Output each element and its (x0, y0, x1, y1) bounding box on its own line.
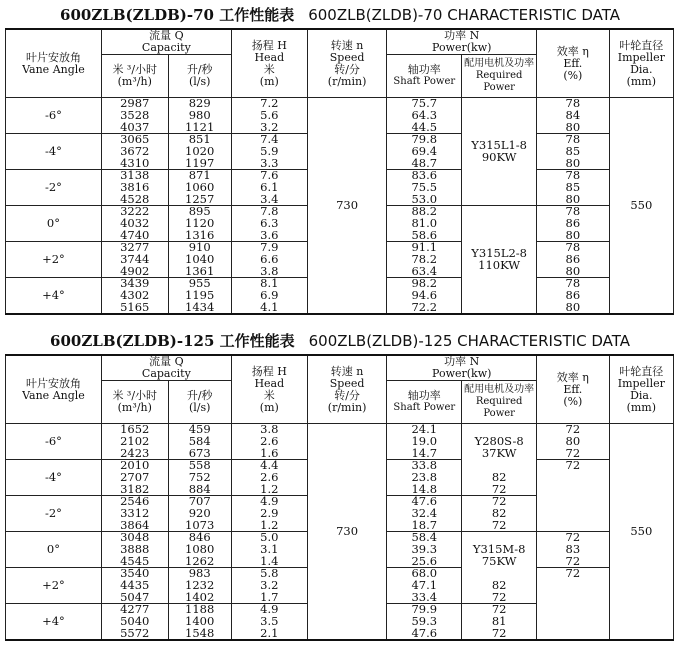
head-cell: 6.1 (231, 182, 307, 194)
ls-cell: 1361 (168, 266, 231, 278)
head-head_cn2: 米 (263, 62, 275, 76)
imp-imp_cn: 叶轮直径 (619, 364, 664, 378)
efficiency-cell: 86 (537, 218, 610, 230)
head-cell: 3.1 (231, 544, 307, 556)
ls-cell: 584 (168, 436, 231, 448)
shaft-power-cell: 79.9 (387, 604, 462, 616)
shaft-power-cell: 91.1 (387, 242, 462, 254)
efficiency-cell: 80 (537, 158, 610, 170)
head-cell: 8.1 (231, 278, 307, 290)
table1 (5, 28, 674, 315)
m3h-cell: 4528 (101, 194, 168, 206)
shaft-power-cell: 58.4 (387, 532, 462, 544)
efficiency-cell: 72 (537, 448, 610, 460)
motor-power: 37KW (481, 445, 517, 460)
shaft-power-cell: 33.4 (387, 592, 462, 604)
capacity-header (101, 355, 231, 381)
ls-cell: 910 (168, 242, 231, 254)
imp-imp_cn: 叶轮直径 (619, 38, 664, 52)
ls-cell: 884 (168, 484, 231, 496)
shaft-power-header (387, 55, 462, 98)
shaft-power-cell: 88.2 (387, 206, 462, 218)
shaft-power-cell: 78.2 (387, 254, 462, 266)
m3h-cell: 2987 (101, 98, 168, 110)
m3h-cell: 3864 (101, 520, 168, 532)
motor-cell (462, 424, 537, 472)
efficiency-cell: 86 (537, 254, 610, 266)
ls-cell: 955 (168, 278, 231, 290)
shaft-en: Shaft Power (393, 76, 456, 87)
efficiency-cell: 82 (462, 508, 537, 520)
head-head_en: Head (254, 50, 285, 64)
ls-cell: 983 (168, 568, 231, 580)
m3h-unit: (m³/h) (117, 401, 152, 414)
vane-angle-cell: +4° (6, 604, 102, 641)
head-cell: 5.8 (231, 568, 307, 580)
ls-cell: 1257 (168, 194, 231, 206)
shaft-power-cell: 63.4 (387, 266, 462, 278)
m3h-cell: 3048 (101, 532, 168, 544)
impeller-cell: 550 (609, 98, 673, 315)
imp-imp_unit: (mm) (626, 74, 657, 88)
m3h-cell: 3528 (101, 110, 168, 122)
req-en: Required Power (475, 70, 523, 93)
efficiency-cell: 72 (462, 628, 537, 641)
head-cell: 4.9 (231, 496, 307, 508)
ls-cell: 1080 (168, 544, 231, 556)
efficiency-cell: 80 (537, 194, 610, 206)
shaft-power-cell: 58.6 (387, 230, 462, 242)
ls-cell: 558 (168, 460, 231, 472)
motor-power: 110KW (478, 257, 521, 272)
vane-angle-cell: +4° (6, 278, 102, 315)
m3h-cell: 5165 (101, 302, 168, 315)
shaft-power-cell: 53.0 (387, 194, 462, 206)
speed-cell: 730 (307, 98, 387, 315)
table2-title (0, 330, 680, 351)
m3h-cell: 4310 (101, 158, 168, 170)
speed-speed_en: Speed (329, 50, 365, 64)
m3h-cell: 5040 (101, 616, 168, 628)
eff-eff_en: Eff. (563, 56, 583, 70)
efficiency-header (537, 29, 610, 98)
ls-cell: 1548 (168, 628, 231, 641)
m3h-cell: 1652 (101, 424, 168, 436)
m3h-cell: 4545 (101, 556, 168, 568)
head-cell: 3.6 (231, 230, 307, 242)
speed-speed_unit: (r/min) (327, 400, 367, 414)
speed-speed_cn2: 转/分 (334, 388, 360, 402)
efficiency-cell: 80 (537, 436, 610, 448)
m3h-cell: 3888 (101, 544, 168, 556)
imp-imp_en2: Dia. (630, 388, 653, 402)
head-cell: 5.6 (231, 110, 307, 122)
power-en: Power(kw) (432, 367, 492, 380)
shaft-power-cell: 81.0 (387, 218, 462, 230)
motor-power: 90KW (481, 149, 517, 164)
m3h-cell: 2707 (101, 472, 168, 484)
vane-angle-cell: 0° (6, 532, 102, 568)
m3h-cell: 3540 (101, 568, 168, 580)
m3h-cell: 5572 (101, 628, 168, 641)
vane-angle-cell: -4° (6, 134, 102, 170)
capacity-en: Capacity (141, 41, 191, 54)
efficiency-cell: 72 (537, 568, 610, 580)
head-cell: 7.8 (231, 206, 307, 218)
m3h-cell: 3672 (101, 146, 168, 158)
head-cell: 3.2 (231, 580, 307, 592)
m3h-cn: 米 ³/小时 (112, 63, 158, 76)
req-cn: 配用电机及功率 (464, 58, 535, 69)
speed-header (307, 29, 387, 98)
efficiency-cell: 82 (462, 472, 537, 484)
shaft-power-cell: 47.1 (387, 580, 462, 592)
efficiency-cell: 72 (537, 532, 610, 544)
motor-model: Y280S-8 (474, 434, 524, 449)
m3h-cell: 2010 (101, 460, 168, 472)
head-cell: 3.8 (231, 424, 307, 436)
head-cell: 7.4 (231, 134, 307, 146)
head-cell: 4.1 (231, 302, 307, 315)
ls-cell: 1120 (168, 218, 231, 230)
vane-angle-cell: -6° (6, 98, 102, 134)
vane-angle-cell: +2° (6, 568, 102, 604)
table2 (5, 354, 674, 641)
shaft-power-cell: 94.6 (387, 290, 462, 302)
shaft-power-cell: 14.8 (387, 484, 462, 496)
efficiency-cell: 72 (537, 556, 610, 568)
head-head_unit: (m) (259, 74, 279, 88)
eff-eff_cn: 效率 η (556, 370, 589, 384)
capacity-cn: 流量 Q (149, 29, 184, 42)
head-head_unit: (m) (259, 400, 279, 414)
ls-cell: 1400 (168, 616, 231, 628)
ls-cell: 1402 (168, 592, 231, 604)
head-header (231, 29, 307, 98)
shaft-power-cell: 59.3 (387, 616, 462, 628)
head-cell: 1.6 (231, 448, 307, 460)
efficiency-cell: 72 (537, 460, 610, 472)
imp-imp_en2: Dia. (630, 62, 653, 76)
table1-title (0, 4, 680, 25)
vane-angle-header (6, 355, 102, 424)
efficiency-cell: 72 (462, 604, 537, 616)
m3h-cell: 3439 (101, 278, 168, 290)
shaft-power-cell: 33.8 (387, 460, 462, 472)
efficiency-cell: 80 (537, 230, 610, 242)
speed-speed_en: Speed (329, 376, 365, 390)
head-head_cn: 扬程 H (251, 38, 287, 52)
ls-cell: 895 (168, 206, 231, 218)
ls-cell: 673 (168, 448, 231, 460)
table1-title-cn: 600ZLB(ZLDB)-70 工作性能表 (60, 6, 295, 24)
head-cell: 1.2 (231, 520, 307, 532)
vane-angle-cell: -4° (6, 460, 102, 496)
head-cell: 4.9 (231, 604, 307, 616)
shaft-power-cell: 83.6 (387, 170, 462, 182)
m3h-cell: 3065 (101, 134, 168, 146)
shaft-power-cell: 64.3 (387, 110, 462, 122)
impeller-header (609, 29, 673, 98)
shaft-cn: 轴功率 (407, 63, 441, 76)
ls-cell: 829 (168, 98, 231, 110)
shaft-power-cell: 72.2 (387, 302, 462, 315)
m3h-cell: 5047 (101, 592, 168, 604)
eff-eff_unit: (%) (563, 394, 583, 408)
head-cell: 2.6 (231, 472, 307, 484)
m3h-cell: 4032 (101, 218, 168, 230)
shaft-power-cell: 19.0 (387, 436, 462, 448)
ls-cell: 1262 (168, 556, 231, 568)
efficiency-cell: 83 (537, 544, 610, 556)
head-head_en: Head (254, 376, 285, 390)
m3h-cell: 4740 (101, 230, 168, 242)
speed-speed_cn2: 转/分 (334, 62, 360, 76)
ls-cell: 851 (168, 134, 231, 146)
imp-imp_en: Impeller (617, 376, 665, 390)
speed-speed_cn: 转速 n (330, 364, 364, 378)
m3h-cell: 2546 (101, 496, 168, 508)
head-cell: 5.9 (231, 146, 307, 158)
ls-cn: 升/秒 (186, 63, 213, 76)
ls-cell: 1188 (168, 604, 231, 616)
vane-angle-en: Vane Angle (22, 388, 85, 402)
eff-eff_en: Eff. (563, 382, 583, 396)
head-cell: 3.3 (231, 158, 307, 170)
vane-angle-cn: 叶片安放角 (25, 376, 81, 390)
shaft-power-cell: 25.6 (387, 556, 462, 568)
speed-speed_cn: 转速 n (330, 38, 364, 52)
head-cell: 7.6 (231, 170, 307, 182)
efficiency-cell: 72 (462, 484, 537, 496)
head-head_cn: 扬程 H (251, 364, 287, 378)
m3h-cell: 3816 (101, 182, 168, 194)
head-cell: 2.9 (231, 508, 307, 520)
ls-cell: 1073 (168, 520, 231, 532)
speed-header (307, 355, 387, 424)
shaft-en: Shaft Power (393, 402, 456, 413)
head-head_cn2: 米 (263, 388, 275, 402)
efficiency-cell: 78 (537, 278, 610, 290)
efficiency-cell: 78 (537, 206, 610, 218)
head-cell: 4.4 (231, 460, 307, 472)
m3h-cell: 3277 (101, 242, 168, 254)
motor-model: Y315L1-8 (471, 138, 527, 152)
vane-angle-en: Vane Angle (22, 62, 85, 76)
efficiency-cell: 85 (537, 146, 610, 158)
motor-power: 75KW (481, 553, 517, 568)
vane-angle-cell: 0° (6, 206, 102, 242)
shaft-power-cell: 68.0 (387, 568, 462, 580)
impeller-header (609, 355, 673, 424)
shaft-power-cell: 75.7 (387, 98, 462, 110)
shaft-power-cell: 98.2 (387, 278, 462, 290)
req-cn: 配用电机及功率 (464, 384, 535, 395)
power-cn: 功率 N (444, 29, 480, 42)
ls-cell: 920 (168, 508, 231, 520)
speed-speed_unit: (r/min) (327, 74, 367, 88)
speed-cell: 730 (307, 424, 387, 641)
efficiency-cell: 78 (537, 134, 610, 146)
efficiency-cell: 81 (462, 616, 537, 628)
ls-cell: 1316 (168, 230, 231, 242)
shaft-power-cell: 47.6 (387, 496, 462, 508)
shaft-power-cell: 14.7 (387, 448, 462, 460)
m3h-cell: 2423 (101, 448, 168, 460)
motor-cell (462, 98, 537, 206)
imp-imp_unit: (mm) (626, 400, 657, 414)
table2-title-cn: 600ZLB(ZLDB)-125 工作性能表 (50, 332, 295, 350)
ls-cell: 459 (168, 424, 231, 436)
head-cell: 6.6 (231, 254, 307, 266)
efficiency-cell: 80 (537, 122, 610, 134)
efficiency-cell: 86 (537, 290, 610, 302)
table1-title-en: 600ZLB(ZLDB)-70 CHARACTERISTIC DATA (308, 6, 620, 24)
ls-cell: 1040 (168, 254, 231, 266)
head-cell: 3.5 (231, 616, 307, 628)
head-cell: 3.8 (231, 266, 307, 278)
head-cell: 3.2 (231, 122, 307, 134)
shaft-power-cell: 75.5 (387, 182, 462, 194)
req-en: Required Power (475, 396, 523, 419)
shaft-power-cell: 24.1 (387, 424, 462, 436)
motor-cell (462, 532, 537, 580)
impeller-cell: 550 (609, 424, 673, 641)
shaft-power-cell: 32.4 (387, 508, 462, 520)
power-en: Power(kw) (432, 41, 492, 54)
head-header (231, 355, 307, 424)
vane-angle-cn: 叶片安放角 (25, 50, 81, 64)
head-cell: 1.2 (231, 484, 307, 496)
ls-cell: 752 (168, 472, 231, 484)
shaft-power-cell: 48.7 (387, 158, 462, 170)
ls-cell: 980 (168, 110, 231, 122)
ls-cell: 1232 (168, 580, 231, 592)
shaft-power-cell: 18.7 (387, 520, 462, 532)
power-cn: 功率 N (444, 355, 480, 368)
shaft-power-cell: 47.6 (387, 628, 462, 641)
ls-cn: 升/秒 (186, 389, 213, 402)
shaft-cn: 轴功率 (407, 389, 441, 402)
ls-cell: 1197 (168, 158, 231, 170)
required-power-header (462, 381, 537, 424)
m3h-header (101, 381, 168, 424)
m3h-cell: 4037 (101, 122, 168, 134)
efficiency-cell: 78 (537, 98, 610, 110)
efficiency-header (537, 355, 610, 424)
eff-eff_cn: 效率 η (556, 44, 589, 58)
efficiency-cell: 72 (537, 424, 610, 436)
ls-cell: 1434 (168, 302, 231, 315)
m3h-cell: 2102 (101, 436, 168, 448)
m3h-cn: 米 ³/小时 (112, 389, 158, 402)
required-power-header (462, 55, 537, 98)
table2-title-en: 600ZLB(ZLDB)-125 CHARACTERISTIC DATA (308, 332, 630, 350)
ls-unit: (l/s) (188, 401, 211, 414)
m3h-cell: 3744 (101, 254, 168, 266)
head-cell: 5.0 (231, 532, 307, 544)
head-cell: 3.4 (231, 194, 307, 206)
head-cell: 6.9 (231, 290, 307, 302)
m3h-header (101, 55, 168, 98)
power-header (387, 355, 537, 381)
ls-cell: 1060 (168, 182, 231, 194)
efficiency-cell: 82 (462, 580, 537, 592)
ls-cell: 846 (168, 532, 231, 544)
motor-model: Y315L2-8 (471, 246, 527, 260)
head-cell: 6.3 (231, 218, 307, 230)
efficiency-cell: 84 (537, 110, 610, 122)
vane-angle-cell: +2° (6, 242, 102, 278)
m3h-cell: 3312 (101, 508, 168, 520)
shaft-power-cell: 69.4 (387, 146, 462, 158)
efficiency-cell: 80 (537, 302, 610, 315)
ls-cell: 1121 (168, 122, 231, 134)
m3h-cell: 4277 (101, 604, 168, 616)
vane-angle-header (6, 29, 102, 98)
capacity-en: Capacity (141, 367, 191, 380)
m3h-unit: (m³/h) (117, 75, 152, 88)
ls-cell: 1020 (168, 146, 231, 158)
power-header (387, 29, 537, 55)
ls-cell: 871 (168, 170, 231, 182)
efficiency-cell: 85 (537, 182, 610, 194)
motor-cell (462, 206, 537, 315)
efficiency-cell: 80 (537, 266, 610, 278)
m3h-cell: 3138 (101, 170, 168, 182)
shaft-power-cell: 79.8 (387, 134, 462, 146)
m3h-cell: 3222 (101, 206, 168, 218)
shaft-power-cell: 23.8 (387, 472, 462, 484)
head-cell: 1.7 (231, 592, 307, 604)
shaft-power-cell: 44.5 (387, 122, 462, 134)
m3h-cell: 4435 (101, 580, 168, 592)
capacity-header (101, 29, 231, 55)
efficiency-cell: 72 (462, 496, 537, 508)
head-cell: 7.2 (231, 98, 307, 110)
efficiency-cell: 72 (462, 520, 537, 532)
imp-imp_en: Impeller (617, 50, 665, 64)
ls-header (168, 55, 231, 98)
ls-header (168, 381, 231, 424)
m3h-cell: 4302 (101, 290, 168, 302)
efficiency-cell: 78 (537, 170, 610, 182)
m3h-cell: 4902 (101, 266, 168, 278)
head-cell: 7.9 (231, 242, 307, 254)
head-cell: 1.4 (231, 556, 307, 568)
motor-model: Y315M-8 (472, 542, 526, 557)
vane-angle-cell: -2° (6, 496, 102, 532)
head-cell: 2.1 (231, 628, 307, 641)
head-cell: 2.6 (231, 436, 307, 448)
ls-cell: 707 (168, 496, 231, 508)
efficiency-cell: 72 (462, 592, 537, 604)
m3h-cell: 3182 (101, 484, 168, 496)
efficiency-cell: 78 (537, 242, 610, 254)
eff-eff_unit: (%) (563, 68, 583, 82)
ls-unit: (l/s) (188, 75, 211, 88)
capacity-cn: 流量 Q (149, 355, 184, 368)
vane-angle-cell: -2° (6, 170, 102, 206)
shaft-power-header (387, 381, 462, 424)
ls-cell: 1195 (168, 290, 231, 302)
vane-angle-cell: -6° (6, 424, 102, 460)
shaft-power-cell: 39.3 (387, 544, 462, 556)
